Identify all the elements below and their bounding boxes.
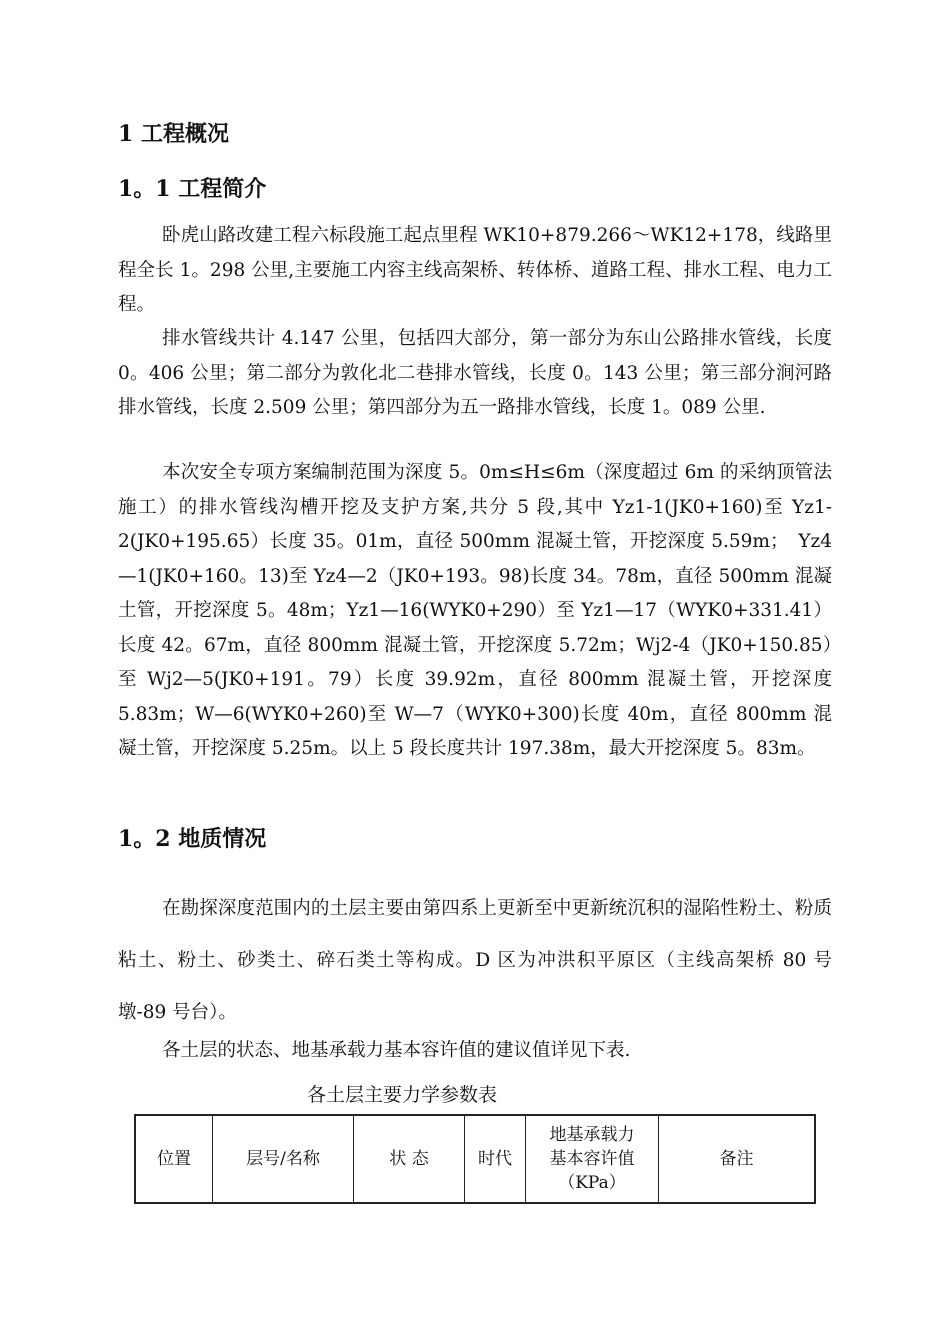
paragraph: 在勘探深度范围内的土层主要由第四系上更新至中更新统沉积的湿陷性粉土、粉质粘土、粉土、砂类土、碎石类土等构成。D 区为冲洪积平原区（主线高架桥 80 号墩-89 号台）。: [118, 898, 832, 1023]
paragraph: 各土层的状态、地基承载力基本容许值的建议值详见下表.: [162, 1040, 631, 1061]
paragraph: 卧虎山路改建工程六标段施工起点里程 WK10+879.266～WK12+178，线路里程全长 1。298 公里,主要施工内容主线高架桥、转体桥、道路工程、排水工程、电力工程。: [118, 225, 832, 315]
table-header-row: [135, 1115, 815, 1203]
header-cell-remarks: 备注: [659, 1115, 816, 1203]
header-cell-era: 时代: [465, 1115, 526, 1203]
header-cell-layer-name: 层号/名称: [213, 1115, 354, 1203]
subsection-title-geology: 1。2 地质情况: [118, 826, 267, 852]
header-cell-state: 状 态: [354, 1115, 465, 1203]
header-cell-bearing-capacity: 地基承载力 基本容许值 （KPa）: [526, 1115, 659, 1203]
table-caption: 各土层主要力学参数表: [307, 1084, 498, 1106]
soil-parameters-table: [134, 1114, 816, 1204]
paragraph: 排水管线共计 4.147 公里，包括四大部分，第一部分为东山公路排水管线，长度 0。406 公里；第二部分为敦化北二巷排水管线，长度 0。143 公里；第三部分涧河路排水管线，长度 2.509 公里；第四部分为五一路排水管线，长度 1。089 公里.: [118, 328, 832, 418]
header-cell-position: 位置: [135, 1115, 213, 1203]
paragraph: 本次安全专项方案编制范围为深度 5。0m≤H≤6m（深度超过 6m 的采纳顶管法施工）的排水管线沟槽开挖及支护方案,共分 5 段,其中 Yz1-1(JK0+160)至 Yz1-2(JK0+195.65）长度 35。01m，直径 500mm 混凝土管，开挖深度 5.59m； Yz4—1(JK0+160。13)至 Yz4—2（JK0+193。98)长度 34。78m，直径 500mm 混凝土管，开挖深度 5。48m；Yz1—16(WYK0+290）至 Yz1—17（WYK0+331.41）长度 42。67m，直径 800mm 混凝土管，开挖深度 5.72m；Wj2-4（JK0+150.85）至 Wj2—5(JK0+191。79）长度 39.92m，直径 800mm 混凝土管，开挖深度 5.83m；W—6(WYK0+260)至 W—7（WYK0+300)长度 40m，直径 800mm 混凝土管，开挖深度 5.25m。以上 5 段长度共计 197.38m，最大开挖深度 5。83m。: [118, 462, 832, 759]
subsection-title-overview: 1。1 工程简介: [118, 176, 267, 202]
section-title: 1 工程概况: [118, 121, 229, 147]
